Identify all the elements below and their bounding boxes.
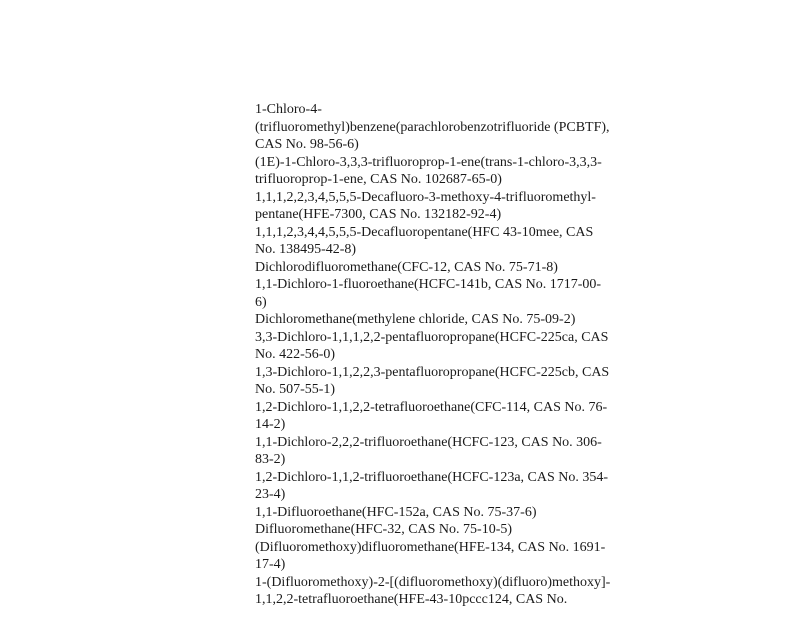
list-item: 1-Chloro-4- (trifluoromethyl)benzene(parachlorobenzotrifluoride (PCBTF), CAS No. 98-56-6) <box>255 102 610 152</box>
list-item: 1,1-Difluoroethane(HFC-152a, CAS No. 75-37-6) <box>255 504 537 520</box>
chemical-list <box>255 101 655 609</box>
list-item: 1,1-Dichloro-1-fluoroethane(HCFC-141b, CAS No. 1717-00- 6) <box>255 277 602 310</box>
list-item: 1,2-Dichloro-1,1,2,2-tetrafluoroethane(CFC-114, CAS No. 76- 14-2) <box>255 399 608 432</box>
list-item: 1-(Difluoromethoxy)-2-[(difluoromethoxy)(difluoro)methoxy]- 1,1,2,2-tetrafluoroethane(HFE-43-10pccc124, CAS No. <box>255 574 611 607</box>
list-item: Dichloromethane(methylene chloride, CAS No. 75-09-2) <box>255 312 576 327</box>
list-item: 1,3-Dichloro-1,1,2,2,3-pentafluoropropane(HCFC-225cb, CAS No. 507-55-1) <box>255 364 610 397</box>
list-item: Difluoromethane(HFC-32, CAS No. 75-10-5) <box>255 522 513 537</box>
list-item: Dichlorodifluoromethane(CFC-12, CAS No. 75-71-8) <box>255 259 558 275</box>
list-item: 1,1,1,2,2,3,4,5,5,5-Decafluoro-3-methoxy-4-trifluoromethyl- pentane(HFE-7300, CAS No. 132182-92-4) <box>255 189 596 222</box>
list-item: (1E)-1-Chloro-3,3,3-trifluoroprop-1-ene(trans-1-chloro-3,3,3- trifluoroprop-1-ene, CAS No. 102687-65-0) <box>255 154 602 187</box>
list-item: (Difluoromethoxy)difluoromethane(HFE-134, CAS No. 1691- 17-4) <box>255 539 606 572</box>
list-item: 1,1-Dichloro-2,2,2-trifluoroethane(HCFC-123, CAS No. 306- 83-2) <box>255 434 602 467</box>
list-item: 3,3-Dichloro-1,1,1,2,2-pentafluoropropane(HCFC-225ca, CAS No. 422-56-0) <box>255 329 609 362</box>
list-item: 1,2-Dichloro-1,1,2-trifluoroethane(HCFC-123a, CAS No. 354- 23-4) <box>255 469 609 502</box>
list-item: 1,1,1,2,3,4,4,5,5,5-Decafluoropentane(HFC 43-10mee, CAS No. 138495-42-8) <box>255 224 594 257</box>
